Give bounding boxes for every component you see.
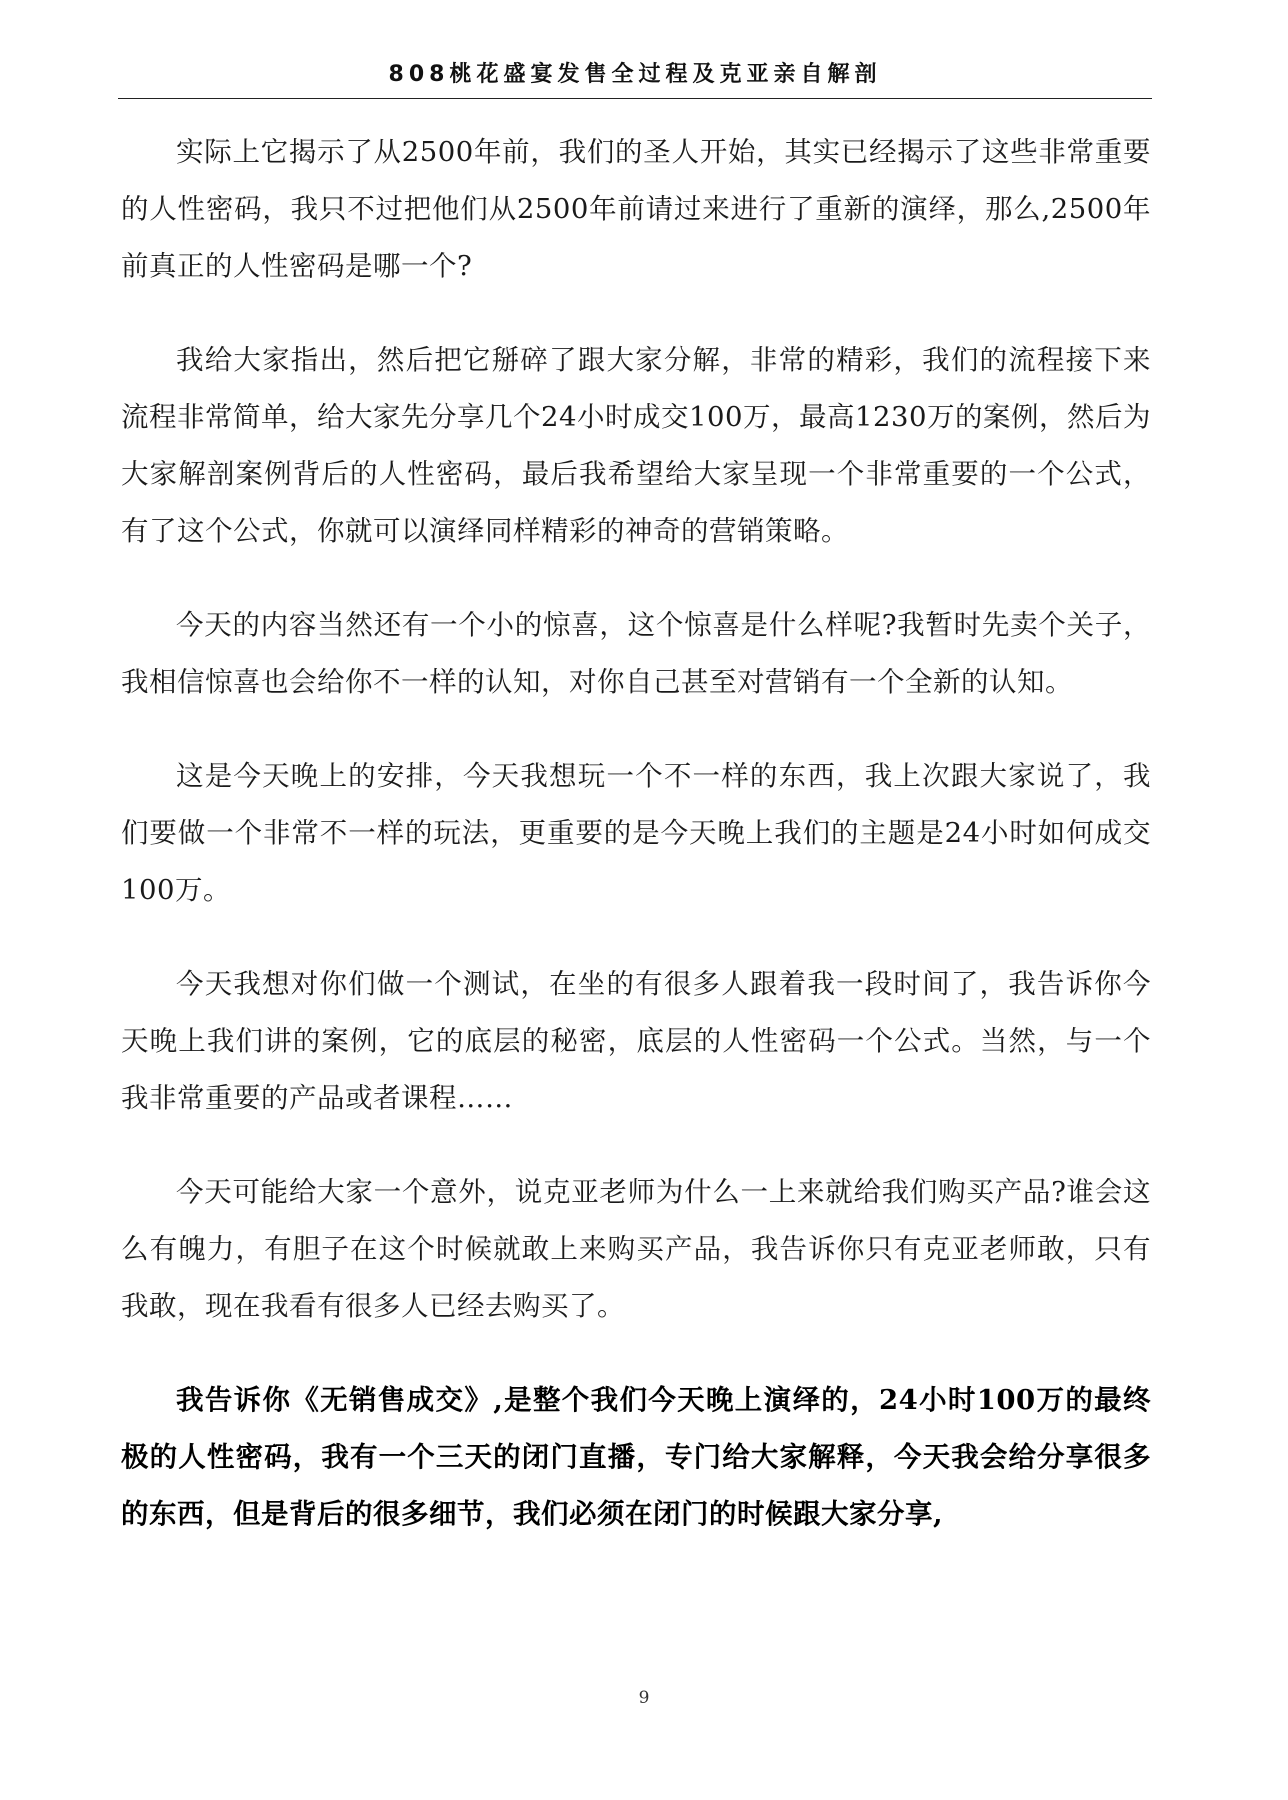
paragraph: 这是今天晚上的安排，今天我想玩一个不一样的东西，我上次跟大家说了，我们要做一个非常不一样的玩法，更重要的是今天晚上我们的主题是24小时如何成交100万。: [121, 760, 1151, 906]
paragraph: 实际上它揭示了从2500年前，我们的圣人开始，其实已经揭示了这些非常重要的人性密码，我只不过把他们从2500年前请过来进行了重新的演绎，那么,2500年前真正的人性密码是哪一个?: [121, 136, 1151, 282]
paragraph: 今天的内容当然还有一个小的惊喜，这个惊喜是什么样呢?我暂时先卖个关子，我相信惊喜也会给你不一样的认知，对你自己甚至对营销有一个全新的认知。: [121, 609, 1151, 698]
page-number: 9: [638, 1688, 650, 1708]
paragraph: 今天我想对你们做一个测试，在坐的有很多人跟着我一段时间了，我告诉你今天晚上我们讲的案例，它的底层的秘密，底层的人性密码一个公式。当然，与一个我非常重要的产品或者课程……: [121, 968, 1151, 1114]
paragraph: 今天可能给大家一个意外，说克亚老师为什么一上来就给我们购买产品?谁会这么有魄力，有胆子在这个时候就敢上来购买产品，我告诉你只有克亚老师敢，只有我敢，现在我看有很多人已经去购买了。: [121, 1176, 1151, 1322]
document-title: 808桃花盛宴发售全过程及克亚亲自解剖: [388, 62, 882, 87]
page-header: [118, 60, 1152, 99]
paragraph: 我给大家指出，然后把它掰碎了跟大家分解，非常的精彩，我们的流程接下来流程非常简单，给大家先分享几个24小时成交100万，最高1230万的案例，然后为大家解剖案例背后的人性密码，最后我希望给大家呈现一个非常重要的一个公式，有了这个公式，你就可以演绎同样精彩的神奇的营销策略。: [121, 344, 1151, 547]
document-body: [121, 124, 1151, 1580]
paragraph-emphasized: 我告诉你《无销售成交》,是整个我们今天晚上演绎的，24小时100万的最终极的人性密码，我有一个三天的闭门直播，专门给大家解释，今天我会给分享很多的东西，但是背后的很多细节，我们必须在闭门的时候跟大家分享,: [121, 1384, 1151, 1530]
